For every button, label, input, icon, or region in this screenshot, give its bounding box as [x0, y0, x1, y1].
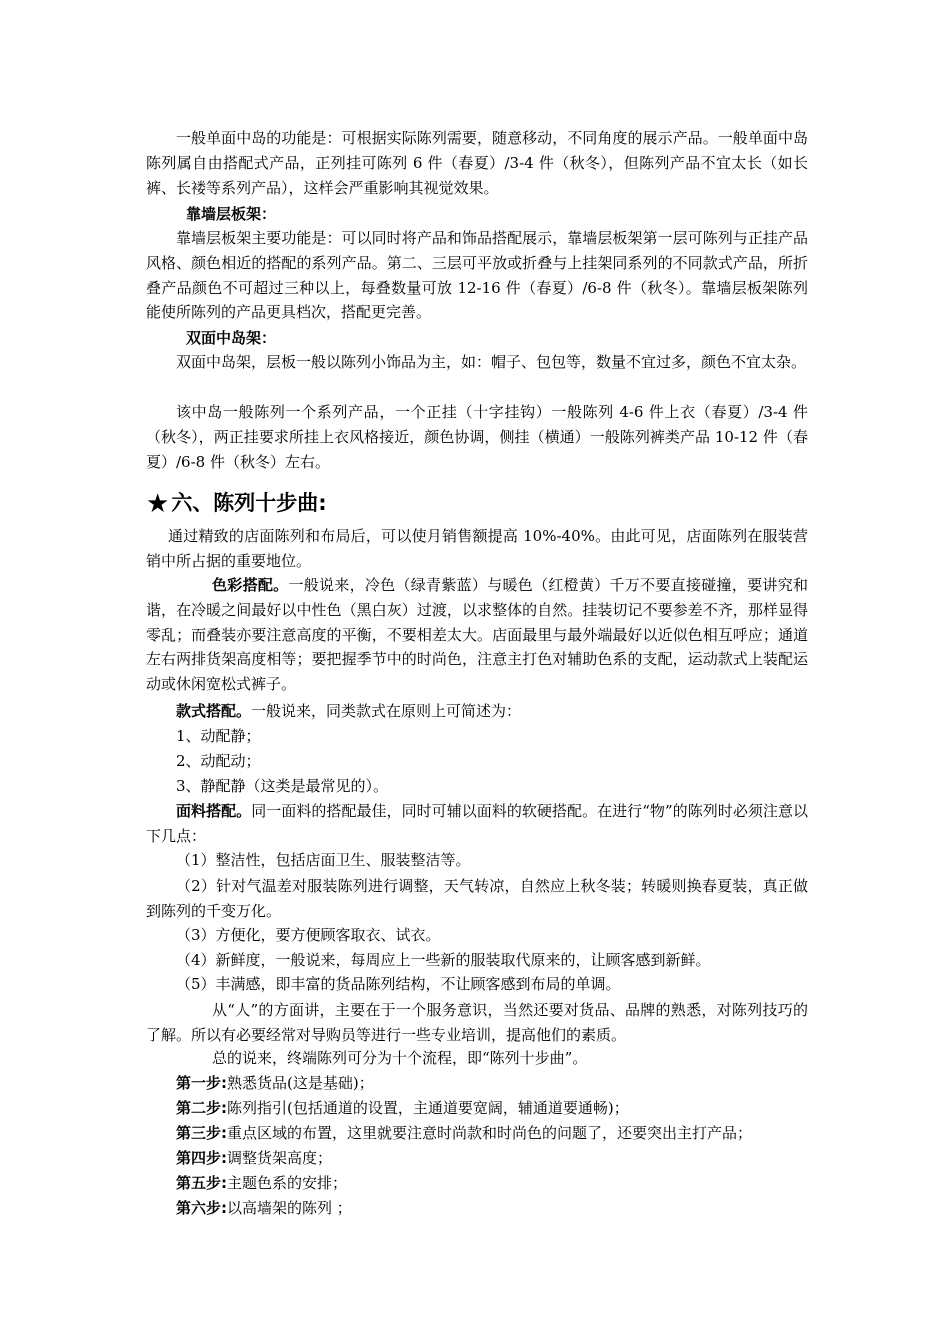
list-item: （5）丰满感，即丰富的货品陈列结构，不让顾客感到布局的单调。 — [176, 975, 621, 993]
paragraph-double-island: 双面中岛架，层板一般以陈列小饰品为主，如：帽子、包包等，数量不宜过多，颜色不宜太杂。 — [176, 353, 807, 371]
step-text: 主题色系的安排； — [227, 1174, 348, 1192]
step-item — [176, 1072, 374, 1093]
step-label: 第一步: — [176, 1074, 227, 1092]
style-line — [176, 700, 521, 721]
section-heading — [146, 487, 327, 519]
step-label: 第五步: — [176, 1174, 227, 1192]
list-item: （4）新鲜度，一般说来，每周应上一些新的服装取代原来的，让顾客感到新鲜。 — [176, 951, 711, 969]
list-item: 3、静配静（这类是最常见的）。 — [176, 777, 389, 795]
style-label: 款式搭配。 — [176, 702, 252, 720]
section-title: 六、陈列十步曲: — [171, 491, 327, 515]
list-item: （1）整洁性，包括店面卫生、服装整洁等。 — [176, 851, 471, 869]
list-item: （3）方便化，要方便顾客取衣、试衣。 — [176, 926, 441, 944]
paragraph-island-series: 该中岛一般陈列一个系列产品，一个正挂（十字挂钩）一般陈列 4-6 件上衣（春夏）/3-4 件（秋冬），两正挂要求所挂上衣风格接近，颜色协调，侧挂（横通）一般陈列裤类产品 10-12 件（春夏）/6-8 件（秋冬）左右。 — [146, 403, 808, 471]
step-text: 陈列指引(包括通道的设置，主通道要宽阔，辅通道要通畅)； — [227, 1099, 629, 1117]
step-label: 第二步: — [176, 1099, 227, 1117]
star-icon: ★ — [146, 489, 170, 519]
style-text: 一般说来，同类款式在原则上可简述为： — [251, 702, 522, 720]
step-item — [176, 1122, 752, 1143]
paragraph-people: 从“人”的方面讲，主要在于一个服务意识，当然还要对货品、品牌的熟悉，对陈列技巧的了解。所以有必要经常对导购员等进行一些专业培训，提高他们的素质。 — [146, 1001, 808, 1044]
step-item — [176, 1147, 332, 1168]
color-text: 一般说来，冷色（绿青紫蓝）与暖色（红橙黄）千万不要直接碰撞，要讲究和谐，在冷暖之间最好以中性色（黑白灰）过渡，以求整体的自然。挂装切记不要参差不齐，那样显得零乱；而叠装亦要注意高度的平衡，不要相差太大。店面最里与最外端最好以近似色相互呼应；通道左右两排货架高度相等；要把握季节中的时尚色，注意主打色对辅助色系的支配，运动款式上装配运动或休闲宽松式裤子。 — [146, 576, 808, 694]
step-text: 调整货架高度； — [227, 1149, 333, 1167]
heading-wall-shelf: 靠墙层板架： — [186, 205, 277, 223]
step-item — [176, 1197, 352, 1218]
list-item: 2、动配动； — [176, 752, 261, 770]
step-text: 熟悉货品(这是基础)； — [227, 1074, 374, 1092]
paragraph-color — [146, 573, 808, 697]
paragraph-single-island: 一般单面中岛的功能是：可根据实际陈列需要，随意移动，不同角度的展示产品。一般单面中岛陈列属自由搭配式产品，正列挂可陈列 6 件（春夏）/3-4 件（秋冬），但陈列产品不宜太长（如长裤、长褛等系列产品），这样会严重影响其视觉效果。 — [146, 129, 808, 197]
fabric-label: 面料搭配。 — [176, 802, 252, 820]
step-text: 重点区域的布置，这里就要注意时尚款和时尚色的问题了，还要突出主打产品； — [227, 1124, 753, 1142]
step-text: 以高墙架的陈列 ； — [227, 1199, 352, 1217]
paragraph-wall-shelf: 靠墙层板架主要功能是：可以同时将产品和饰品搭配展示，靠墙层板架第一层可陈列与正挂产品风格、颜色相近的搭配的系列产品。第二、三层可平放或折叠与上挂架同系列的不同款式产品，所折叠产品颜色不可超过三种以上，每叠数量可放 12-16 件（春夏）/6-8 件（秋冬）。靠墙层板架陈列能使所陈列的产品更具档次，搭配更完善。 — [146, 229, 808, 322]
step-label: 第四步: — [176, 1149, 227, 1167]
paragraph-intro: 通过精致的店面陈列和布局后，可以使月销售额提高 10%-40%。由此可见，店面陈列在服装营销中所占据的重要地位。 — [146, 527, 808, 570]
step-item — [176, 1172, 347, 1193]
step-label: 第三步: — [176, 1124, 227, 1142]
paragraph-fabric — [146, 799, 808, 849]
list-item: 1、动配静； — [176, 727, 261, 745]
color-label: 色彩搭配。 — [212, 576, 289, 594]
step-item — [176, 1097, 629, 1118]
step-label: 第六步: — [176, 1199, 227, 1217]
fabric-text: 同一面料的搭配最佳，同时可辅以面料的软硬搭配。在进行“物”的陈列时必须注意以下几点： — [146, 802, 808, 845]
list-item: （2）针对气温差对服装陈列进行调整，天气转凉，自然应上秋冬装；转暖则换春夏装，真正做到陈列的千变万化。 — [146, 877, 808, 920]
heading-double-island: 双面中岛架： — [186, 329, 277, 347]
paragraph-summary: 总的说来，终端陈列可分为十个流程，即“陈列十步曲”。 — [212, 1049, 588, 1067]
